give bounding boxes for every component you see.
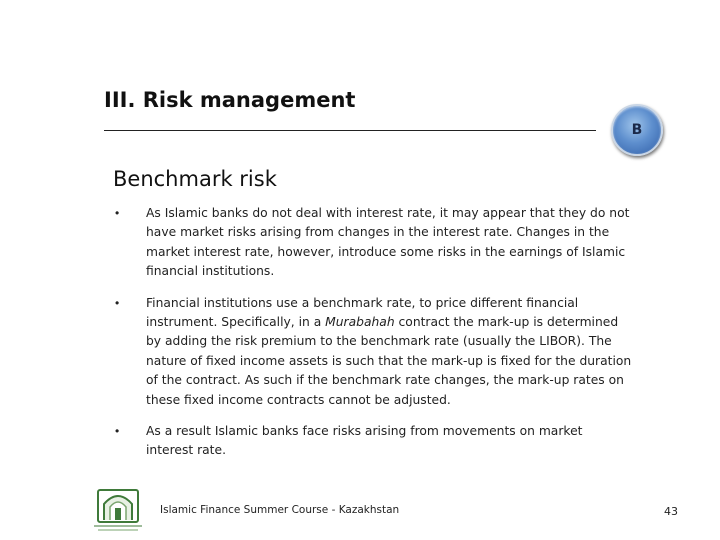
footer-course-label: Islamic Finance Summer Course - Kazakhstan — [160, 504, 400, 516]
bullet-text-italic: Murabahah — [325, 315, 395, 330]
bullet-icon: • — [115, 295, 120, 310]
section-title: III. Risk management — [104, 88, 356, 112]
bullet-icon: • — [115, 424, 120, 439]
bullet-item — [115, 422, 633, 461]
bullet-text — [146, 294, 633, 410]
bullet-icon: • — [115, 206, 120, 220]
title-divider — [104, 130, 596, 131]
bullet-list — [115, 204, 633, 473]
bullet-text-part: contract the mark-up is determined by adding the risk premium to the benchmark rate (usually the LIBOR). The nature of fixed income assets is such that the mark-up is fixed for the duration of the contract. As such if the benchmark rate changes, the mark-up rates on these fixed income contracts cannot be adjusted. — [146, 315, 632, 407]
bullet-item — [115, 204, 633, 282]
institution-arch-logo-icon — [90, 486, 146, 534]
page-number: 43 — [664, 505, 678, 518]
bullet-text: As a result Islamic banks face risks arising from movements on market interest rate. — [146, 424, 583, 458]
bullet-text-part: Financial institutions use a benchmark rate, to price different financial instrument. Specifically, in a — [146, 295, 579, 330]
bullet-item — [115, 294, 633, 410]
badge-letter: B — [631, 122, 643, 138]
section-badge — [611, 104, 663, 156]
slide-subtitle: Benchmark risk — [113, 167, 277, 191]
bullet-text: As Islamic banks do not deal with interest rate, it may appear that they do not have market risks arising from changes in the interest rate. Changes in the market interest rate, however, introduce some risks in the earnings of Islamic financial institutions. — [146, 206, 630, 279]
